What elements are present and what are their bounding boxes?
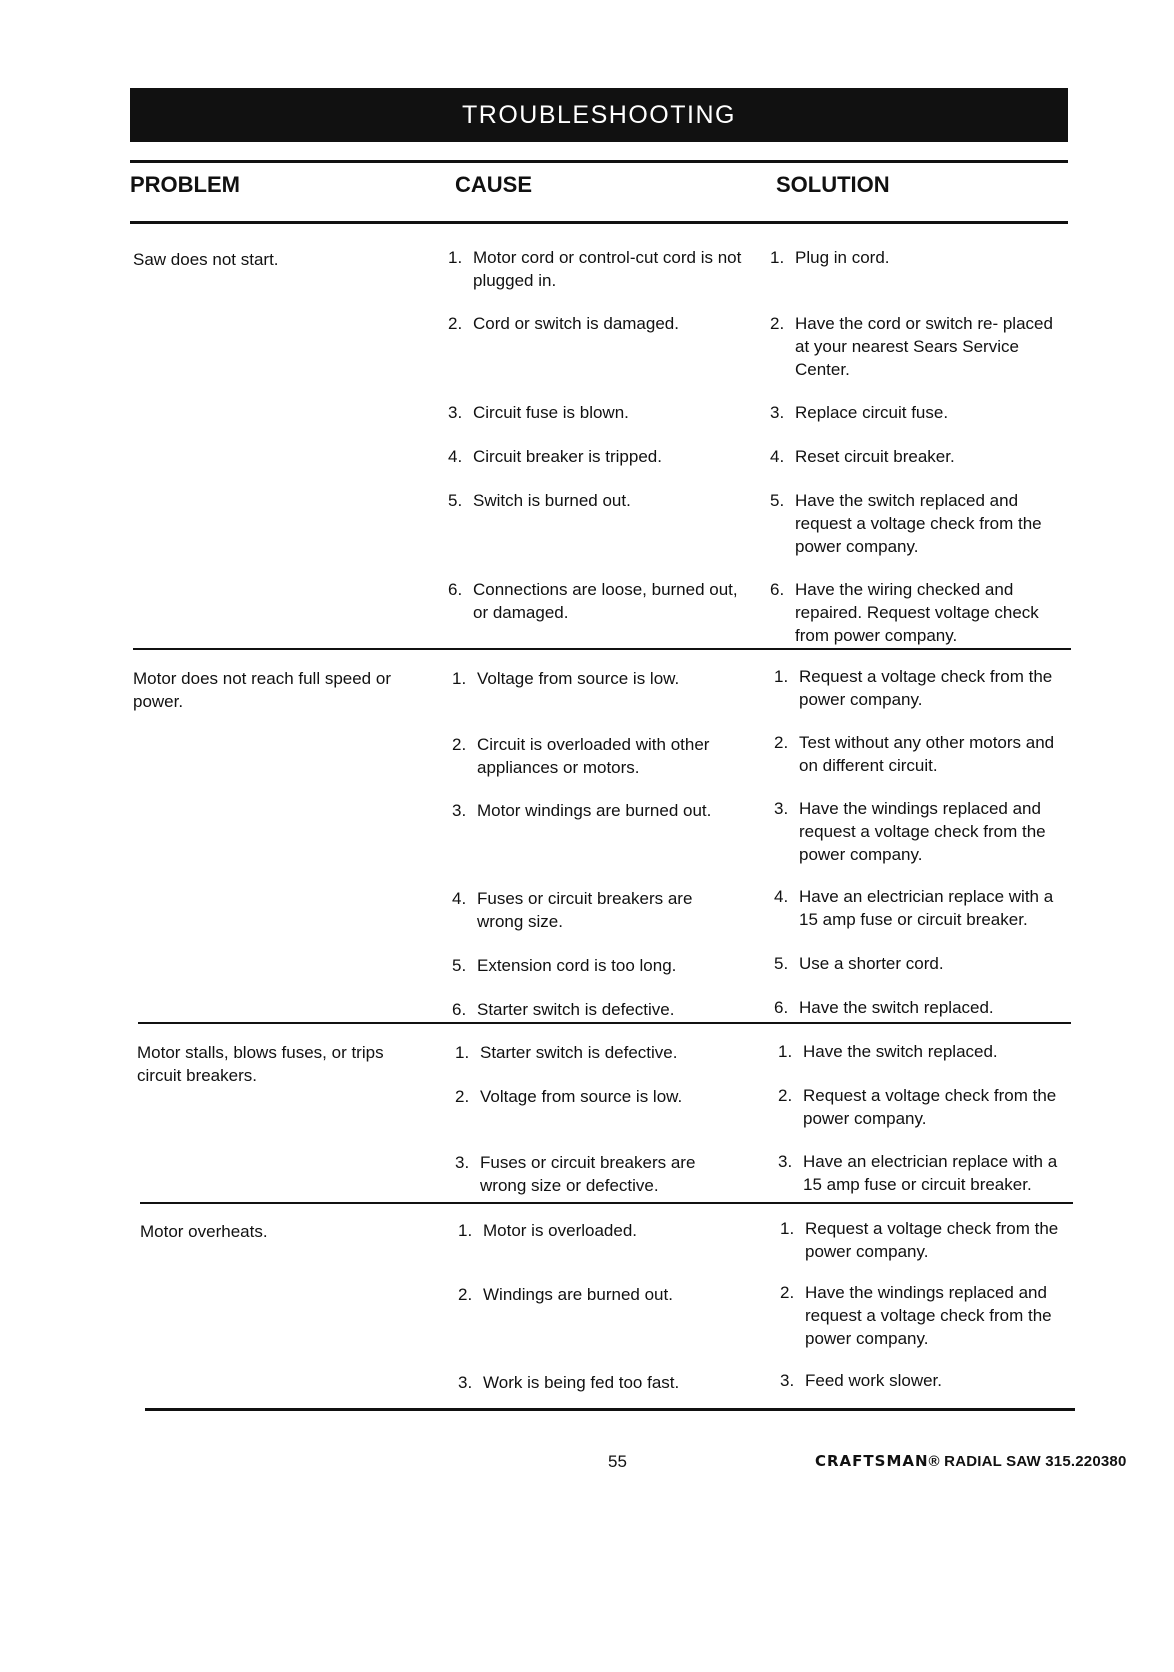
problem-3: Motor stalls, blows fuses, or trips circuit breakers. bbox=[137, 1043, 384, 1085]
cause-1-2: 2. Cord or switch is damaged. bbox=[448, 314, 679, 333]
solution-3-1: 1. Have the switch replaced. bbox=[778, 1042, 998, 1061]
solution-1-5: 5. Have the switch replaced and request a voltage check from the power company. bbox=[770, 491, 1042, 556]
page-number: 55 bbox=[608, 1452, 627, 1471]
section-divider-3 bbox=[140, 1202, 1073, 1204]
model-label: RADIAL SAW 315.220380 bbox=[944, 1453, 1127, 1470]
footer-brand: CRAFTSMAN® RADIAL SAW 315.220380 bbox=[815, 1452, 1127, 1470]
solution-header: SOLUTION bbox=[776, 172, 890, 197]
solution-1-2: 2. Have the cord or switch re- placed at your nearest Sears Service Center. bbox=[770, 314, 1053, 379]
problem-1: Saw does not start. bbox=[133, 250, 279, 269]
cause-2-4: 4. Fuses or circuit breakers are wrong size. bbox=[452, 889, 693, 931]
solution-2-6: 6. Have the switch replaced. bbox=[774, 998, 994, 1017]
solution-1-6: 6. Have the wiring checked and repaired. Request voltage check from power company. bbox=[770, 580, 1039, 645]
section-divider-2 bbox=[138, 1022, 1071, 1024]
title-banner bbox=[130, 88, 1068, 142]
cause-2-3: 3. Motor windings are burned out. bbox=[452, 801, 712, 820]
table-bottom-rule bbox=[145, 1408, 1075, 1411]
solution-1-3: 3. Replace circuit fuse. bbox=[770, 403, 949, 422]
cause-1-5: 5. Switch is burned out. bbox=[448, 491, 631, 510]
craftsman-logo: CRAFTSMAN bbox=[815, 1452, 929, 1470]
problem-4: Motor overheats. bbox=[140, 1222, 268, 1241]
cause-2-5: 5. Extension cord is too long. bbox=[452, 956, 677, 975]
problem-header: PROBLEM bbox=[130, 172, 240, 197]
solution-4-1: 1. Request a voltage check from the power company. bbox=[780, 1219, 1059, 1261]
cause-1-4: 4. Circuit breaker is tripped. bbox=[448, 447, 662, 466]
solution-4-2: 2. Have the windings replaced and request a voltage check from the power company. bbox=[780, 1283, 1052, 1348]
header-top-rule bbox=[130, 160, 1068, 163]
solution-1-1: 1. Plug in cord. bbox=[770, 248, 890, 267]
cause-1-1: 1. Motor cord or control-cut cord is not plugged in. bbox=[448, 248, 742, 290]
solution-3-3: 3. Have an electrician replace with a 15 amp fuse or circuit breaker. bbox=[778, 1152, 1058, 1194]
cause-1-6: 6. Connections are loose, burned out, or damaged. bbox=[448, 580, 738, 622]
solution-1-4: 4. Reset circuit breaker. bbox=[770, 447, 955, 466]
solution-2-2: 2. Test without any other motors and on different circuit. bbox=[774, 733, 1055, 775]
cause-3-2: 2. Voltage from source is low. bbox=[455, 1087, 683, 1106]
cause-3-1: 1. Starter switch is defective. bbox=[455, 1043, 678, 1062]
cause-1-3: 3. Circuit fuse is blown. bbox=[448, 403, 629, 422]
cause-header: CAUSE bbox=[455, 172, 533, 197]
problem-2: Motor does not reach full speed or power. bbox=[133, 669, 391, 711]
solution-4-3: 3. Feed work slower. bbox=[780, 1371, 942, 1390]
cause-2-6: 6. Starter switch is defective. bbox=[452, 1000, 675, 1019]
cause-2-2: 2. Circuit is overloaded with other appliances or motors. bbox=[452, 735, 710, 777]
solution-2-1: 1. Request a voltage check from the power company. bbox=[774, 667, 1053, 709]
page-title: TROUBLESHOOTING bbox=[462, 100, 736, 129]
cause-2-1: 1. Voltage from source is low. bbox=[452, 669, 680, 688]
cause-3-3: 3. Fuses or circuit breakers are wrong size or defective. bbox=[455, 1153, 696, 1195]
cause-4-1: 1. Motor is overloaded. bbox=[458, 1221, 638, 1240]
cause-4-3: 3. Work is being fed too fast. bbox=[458, 1373, 680, 1392]
section-divider-1 bbox=[133, 648, 1071, 650]
solution-2-5: 5. Use a shorter cord. bbox=[774, 954, 944, 973]
header-bottom-rule bbox=[130, 221, 1068, 224]
solution-2-4: 4. Have an electrician replace with a 15 amp fuse or circuit breaker. bbox=[774, 887, 1054, 929]
solution-2-3: 3. Have the windings replaced and request a voltage check from the power company. bbox=[774, 799, 1046, 864]
solution-3-2: 2. Request a voltage check from the power company. bbox=[778, 1086, 1057, 1128]
cause-4-2: 2. Windings are burned out. bbox=[458, 1285, 673, 1304]
